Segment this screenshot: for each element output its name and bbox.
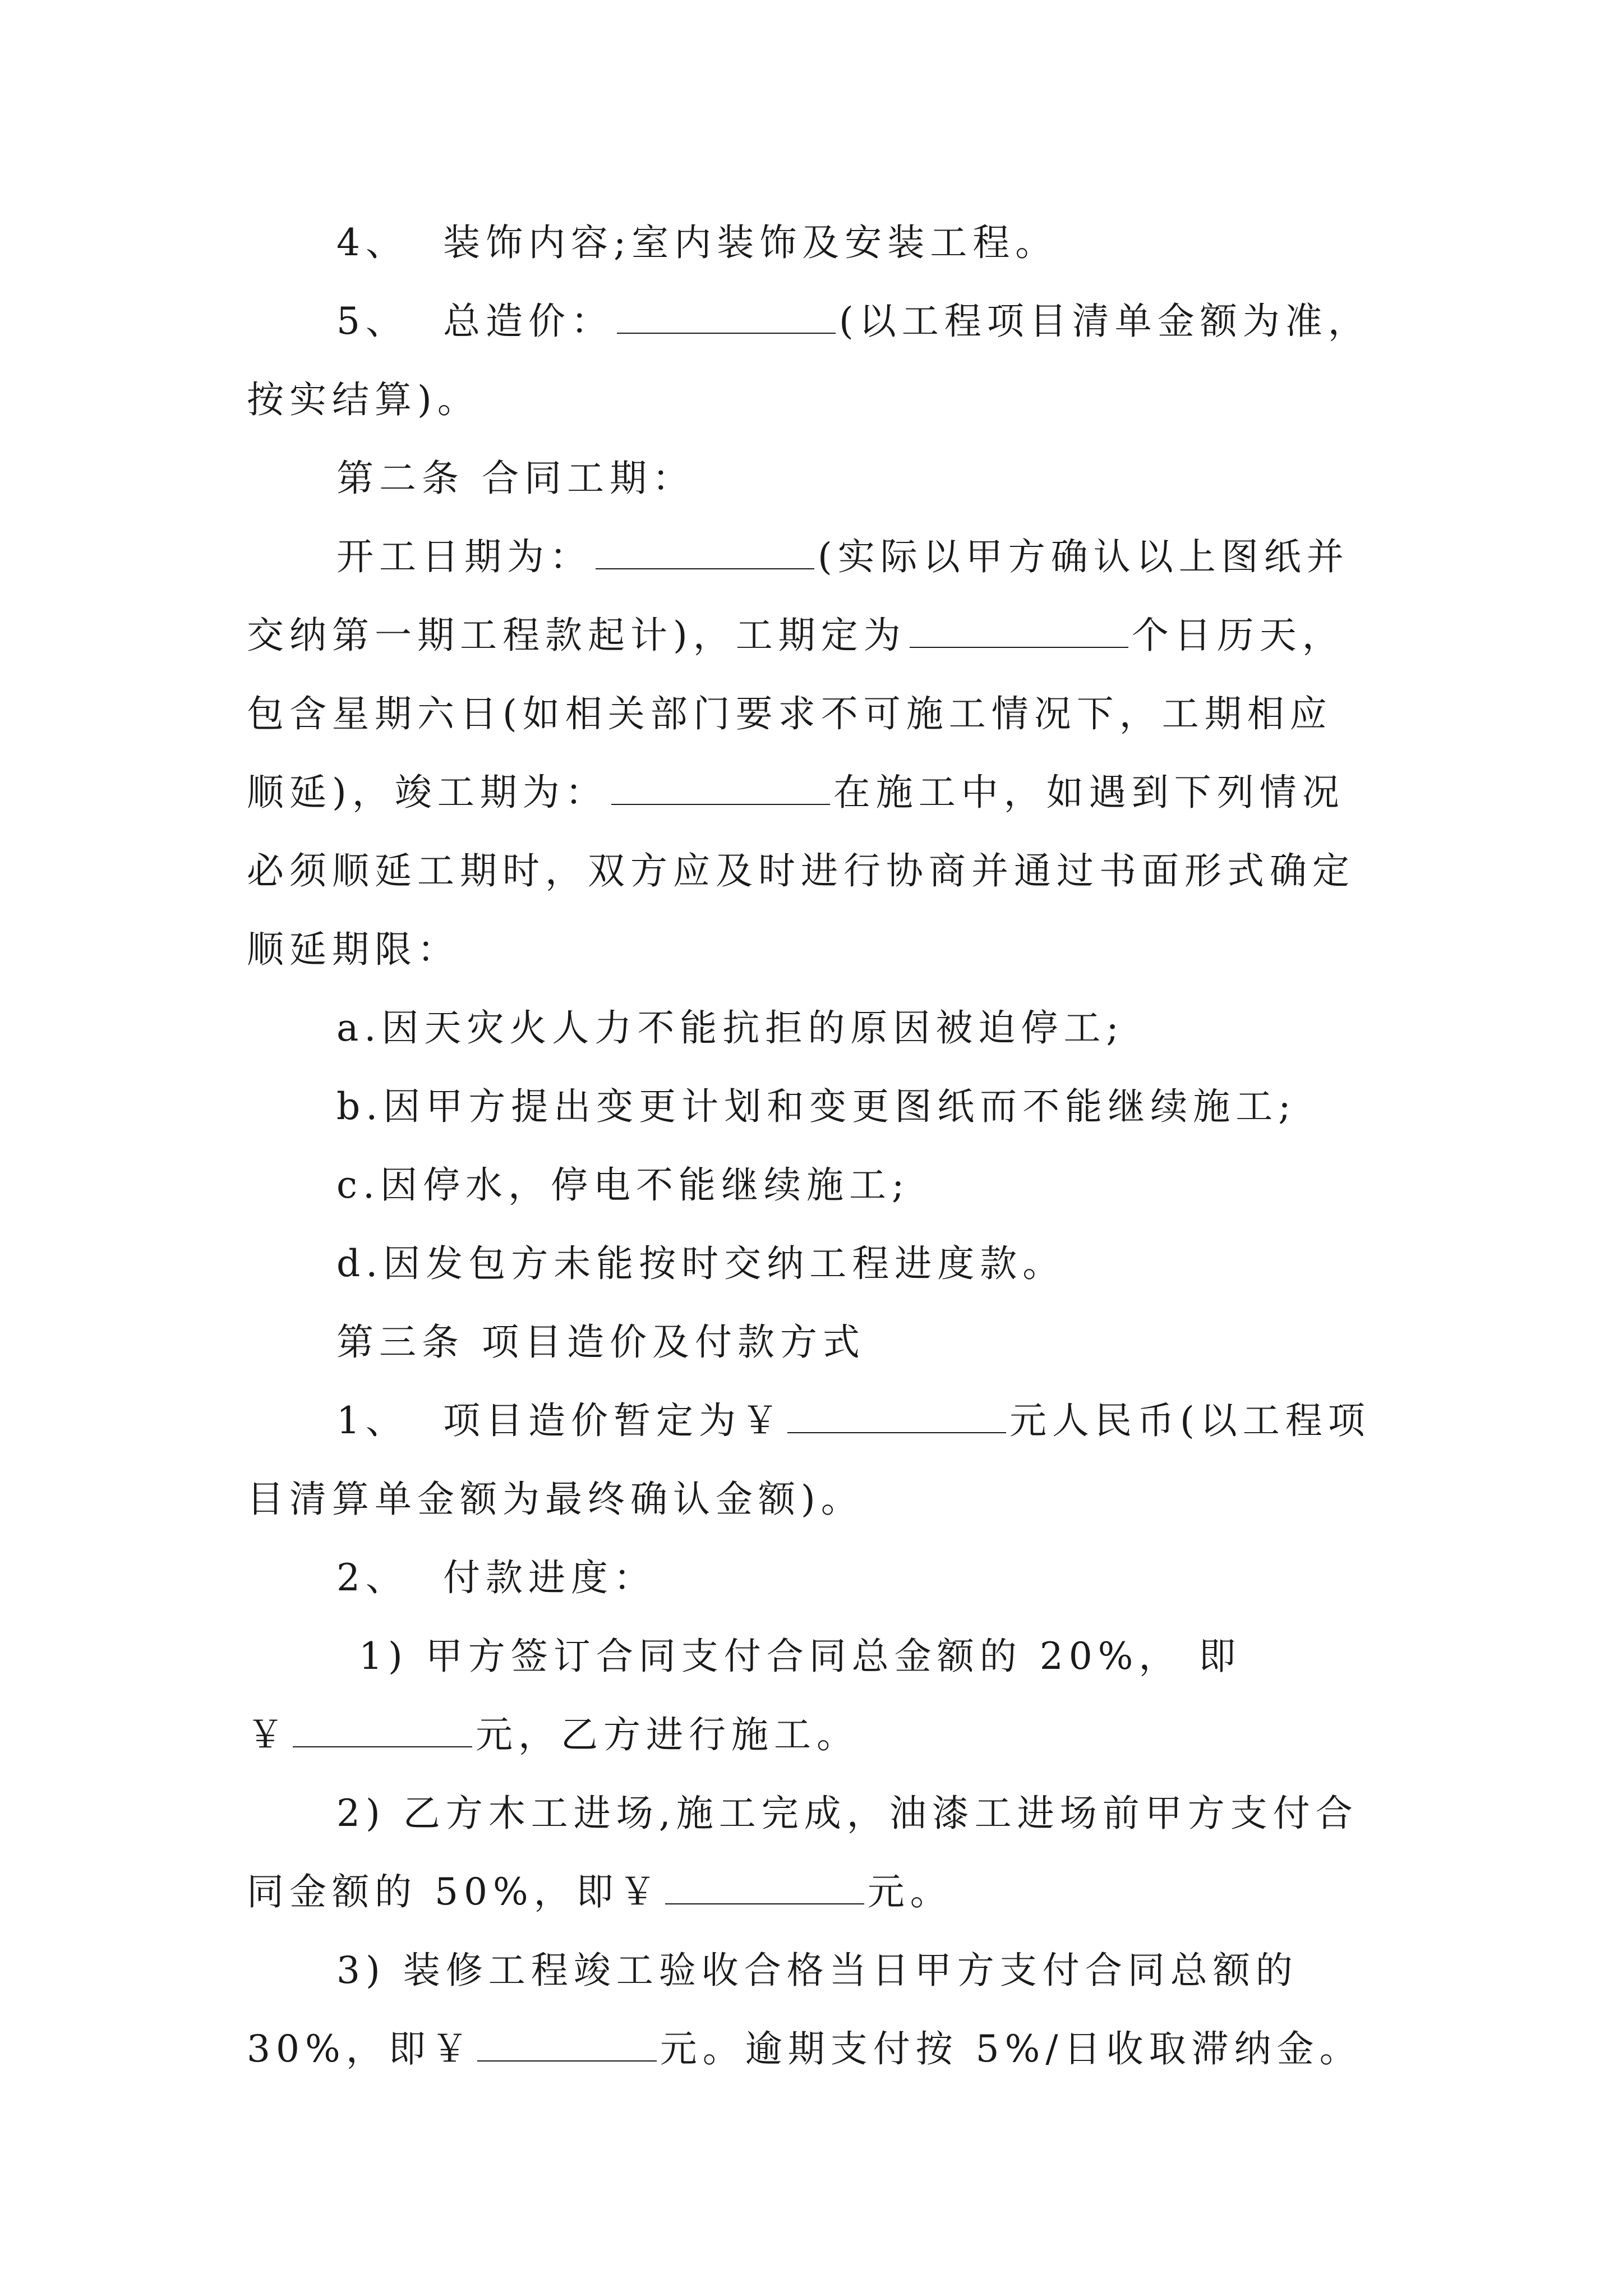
case-d: d.因发包方未能按时交纳工程进度款。 bbox=[336, 1242, 1066, 1285]
item-text: 总造价： bbox=[442, 300, 614, 343]
period-days-blank bbox=[910, 646, 1128, 648]
price-continued-line: 目清算单金额为最终确认金额)。 bbox=[247, 1478, 864, 1521]
article-3-heading: 第三条 项目造价及付款方式 bbox=[336, 1320, 865, 1364]
paragraph-text: 元。 bbox=[867, 1870, 953, 1913]
case-c: c.因停水，停电不能继续施工; bbox=[336, 1163, 910, 1207]
progress-heading bbox=[336, 1556, 656, 1599]
start-date-line bbox=[336, 535, 1349, 578]
payment-3-line: 3) 装修工程竣工验收合格当日甲方支付合同总额的 bbox=[336, 1949, 1298, 1992]
payment-2-line: 2) 乙方木工进场,施工完成，油漆工进场前甲方支付合 bbox=[336, 1792, 1358, 1835]
item-number: 2、 bbox=[336, 1556, 408, 1599]
paragraph-text: ￥ bbox=[247, 1713, 289, 1756]
payment-1-amount-blank bbox=[293, 1746, 472, 1747]
paragraph-text: 项目造价暂定为￥ bbox=[442, 1399, 784, 1442]
item-text: 装饰内容;室内装饰及安装工程。 bbox=[442, 221, 1058, 264]
article-2-heading: 第二条 合同工期： bbox=[336, 457, 695, 500]
paragraph-text: 在施工中，如遇到下列情况 bbox=[833, 771, 1345, 814]
payment-2-amount-blank bbox=[665, 1903, 864, 1904]
payment-1-line: 1) 甲方签订合同支付合同总金额的 20%， 即 bbox=[359, 1635, 1242, 1678]
paragraph-text: 交纳第一期工程款起计)，工期定为 bbox=[247, 614, 906, 657]
price-line bbox=[336, 1399, 1371, 1442]
item-number: 5、 bbox=[336, 300, 408, 343]
paragraph-text: (实际以甲方确认以上图纸并 bbox=[818, 535, 1349, 578]
price-amount-blank bbox=[787, 1432, 1006, 1433]
paragraph-text: 元。逾期支付按 5%/日收取滞纳金。 bbox=[660, 2027, 1362, 2070]
item-number: 1、 bbox=[336, 1399, 408, 1442]
payment-2-amount-line bbox=[247, 1870, 953, 1913]
finish-date-line bbox=[247, 771, 1345, 814]
clause-item-5-continued: 按实结算)。 bbox=[247, 378, 480, 421]
total-price-blank bbox=[617, 332, 836, 334]
item-text: (以工程项目清单金额为准， bbox=[838, 300, 1371, 343]
paragraph-text: 付款进度： bbox=[442, 1556, 656, 1599]
period-line bbox=[247, 614, 1345, 657]
paragraph-text: 30%，即￥ bbox=[247, 2027, 474, 2070]
clause-item-4 bbox=[336, 221, 1058, 264]
extension-line-2: 顺延期限： bbox=[247, 928, 460, 971]
extension-line-1: 必须顺延工期时，双方应及时进行协商并通过书面形式确定 bbox=[247, 849, 1355, 892]
start-date-blank bbox=[596, 568, 814, 569]
item-number: 4、 bbox=[336, 221, 408, 264]
case-a: a.因天灾火人力不能抗拒的原因被迫停工; bbox=[336, 1006, 1124, 1050]
case-b: b.因甲方提出变更计划和变更图纸而不能继续施工; bbox=[336, 1085, 1297, 1128]
paragraph-text: 开工日期为： bbox=[336, 535, 592, 578]
paragraph-text: 个日历天， bbox=[1131, 614, 1345, 657]
paragraph-text: 同金额的 50%，即￥ bbox=[247, 1870, 662, 1913]
payment-1-amount-line bbox=[247, 1713, 859, 1756]
payment-3-amount-line bbox=[247, 2027, 1362, 2070]
period-continued-line: 包含星期六日(如相关部门要求不可施工情况下，工期相应 bbox=[247, 692, 1332, 735]
paragraph-text: 顺延)，竣工期为： bbox=[247, 771, 608, 814]
payment-3-amount-blank bbox=[477, 2060, 657, 2062]
paragraph-text: 元人民币(以工程项 bbox=[1009, 1399, 1371, 1442]
clause-item-5 bbox=[336, 300, 1371, 343]
finish-date-blank bbox=[611, 803, 830, 805]
paragraph-text: 元，乙方进行施工。 bbox=[476, 1713, 859, 1756]
